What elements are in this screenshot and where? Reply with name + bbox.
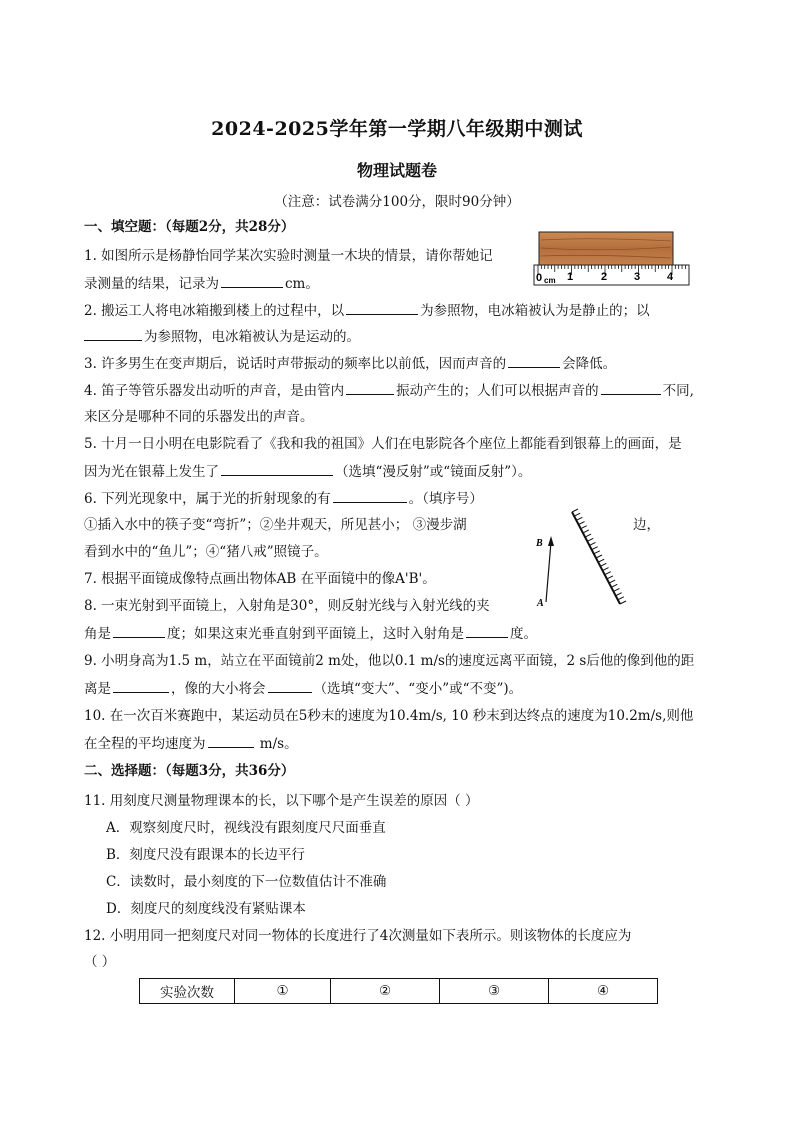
q8-line2 bbox=[84, 623, 537, 644]
q1-text-post: cm。 bbox=[285, 276, 319, 292]
table-header-cell: 实验次数 bbox=[140, 979, 235, 1004]
q3-text-post: 会降低。 bbox=[562, 356, 617, 372]
ruler-label-0: 0 bbox=[536, 272, 543, 284]
q1-line1: 1. 如图所示是杨静怡同学某次实验时测量一木块的情景，请你帮她记 bbox=[84, 248, 493, 264]
q3-text-pre: 3. 许多男生在变声期后，说话时声带振动的频率比以前低，因而声音的 bbox=[84, 356, 507, 372]
mirror-hatch-line bbox=[613, 588, 619, 591]
table-header-cell: ② bbox=[331, 979, 440, 1004]
q5-line1: 5. 十月一日小明在电影院看了《我和我的祖国》人们在电影院各个座位上都能看到银幕上的画面，是 bbox=[84, 436, 682, 452]
q10-line2 bbox=[84, 733, 298, 754]
mirror-hatch-line bbox=[583, 530, 589, 533]
q4-line1 bbox=[84, 380, 694, 401]
q9-line1: 9. 小明身高为1.5 m，站立在平面镜前2 m处，他以0.1 m/s的速度远离平面镜，2 s后他的像到他的距 bbox=[84, 653, 695, 669]
mirror-hatch-line bbox=[594, 551, 600, 554]
mirror-figure bbox=[532, 508, 632, 610]
mirror-hatch-line bbox=[585, 534, 591, 537]
q11-option-a[interactable]: A．观察刻度尺时，视线没有跟刻度尺尺面垂直 bbox=[106, 820, 386, 836]
q8-line1: 8. 一束光射到平面镜上，入射角是30°，则反射光线与入射光线的夹 bbox=[84, 598, 490, 614]
ruler-label-1: 1 bbox=[567, 271, 574, 283]
mirror-hatch-line bbox=[574, 513, 580, 516]
mirror-hatch-line bbox=[609, 580, 615, 583]
exam-subtitle: 物理试题卷 bbox=[356, 161, 437, 180]
q6-text-post: 。（填序号） bbox=[408, 491, 483, 507]
mirror-hatch-line bbox=[596, 555, 602, 558]
q3-answer-blank[interactable] bbox=[508, 353, 560, 368]
q4-answer-blank-2[interactable] bbox=[601, 380, 661, 395]
q10-text-post: m/s。 bbox=[259, 736, 298, 752]
mirror-hatch-line bbox=[572, 509, 578, 512]
mirror-hatch-line bbox=[581, 526, 587, 529]
q6-text-pre: 6. 下列光现象中，属于光的折射现象的有 bbox=[84, 491, 331, 507]
q12-stem-line2: （ ） bbox=[84, 954, 116, 970]
q4-line2: 来区分是哪种不同的乐器发出的声音。 bbox=[84, 409, 314, 425]
table-header-cell: ③ bbox=[440, 979, 549, 1004]
ruler-label-4: 4 bbox=[667, 271, 674, 283]
mirror-hatch-line bbox=[618, 597, 624, 600]
object-ab-arrow bbox=[546, 542, 551, 602]
mirror-hatch-line bbox=[592, 547, 598, 550]
ruler-label-3: 3 bbox=[634, 271, 641, 283]
mirror-hatch-line bbox=[600, 563, 606, 566]
q9-line2 bbox=[84, 678, 522, 699]
q1-text-pre: 录测量的结果，记录为 bbox=[84, 276, 219, 292]
table-header-cell: ④ bbox=[549, 979, 658, 1004]
table-row bbox=[140, 979, 658, 1004]
mirror-hatch-line bbox=[598, 559, 604, 562]
object-arrowhead bbox=[548, 536, 554, 546]
q8-text-post: 度。 bbox=[510, 626, 537, 642]
q2-line1 bbox=[84, 300, 650, 321]
q9-text-mid: ，像的大小将会 bbox=[171, 681, 266, 697]
ruler-figure bbox=[533, 228, 693, 288]
q11-option-c[interactable]: C．读数时，最小刻度的下一位数值估计不准确 bbox=[106, 874, 387, 890]
q11-option-b[interactable]: B．刻度尺没有跟课本的长边平行 bbox=[106, 847, 305, 863]
mirror-hatch-line bbox=[611, 584, 617, 587]
q2-text-post2: 为参照物，电冰箱被认为是运动的。 bbox=[144, 329, 360, 345]
q4-text-post: 不同, bbox=[662, 383, 694, 399]
q5-line2 bbox=[84, 461, 531, 482]
q8-answer-blank-2[interactable] bbox=[466, 623, 508, 638]
q5-answer-blank[interactable] bbox=[221, 461, 333, 476]
mirror-hatch-line bbox=[603, 568, 609, 571]
table-header-cell: ① bbox=[235, 979, 331, 1004]
q11-option-d[interactable]: D．刻度尺的刻度线没有紧贴课本 bbox=[106, 901, 306, 917]
q4-answer-blank-1[interactable] bbox=[346, 380, 394, 395]
q1-line2 bbox=[84, 273, 319, 294]
q6-line3: 看到水中的“鱼儿”；④“猪八戒”照镜子。 bbox=[84, 544, 328, 560]
mirror-hatch-line bbox=[605, 572, 611, 575]
label-b: B bbox=[536, 538, 543, 549]
q7-line: 7. 根据平面镜成像特点画出物体AB 在平面镜中的像A'B'。 bbox=[84, 571, 436, 587]
q10-line1: 10. 在一次百米赛跑中，某运动员在5秒末的速度为10.4m/s, 10 秒末到达终点的速度为10.2m/s,则他 bbox=[84, 708, 694, 724]
q3-line bbox=[84, 353, 616, 374]
q9-text-pre: 离是 bbox=[84, 681, 111, 697]
mirror-hatch-line bbox=[576, 517, 582, 520]
label-a: A bbox=[537, 598, 544, 609]
ruler-label-cm: cm bbox=[544, 276, 556, 285]
exam-title: 2024-2025学年第一学期八年级期中测试 bbox=[211, 118, 583, 140]
q10-text-pre: 在全程的平均速度为 bbox=[84, 736, 206, 752]
measurement-table bbox=[139, 978, 658, 1004]
q2-answer-blank-1[interactable] bbox=[346, 300, 418, 315]
mirror-hatch-line bbox=[589, 542, 595, 545]
q2-text-post: 为参照物，电冰箱被认为是静止的；以 bbox=[420, 303, 650, 319]
q6-answer-blank[interactable] bbox=[333, 488, 407, 503]
q10-answer-blank[interactable] bbox=[208, 733, 254, 748]
q8-answer-blank-1[interactable] bbox=[113, 623, 165, 638]
mirror-hatching bbox=[572, 509, 626, 604]
ruler-label-2: 2 bbox=[601, 271, 608, 283]
mirror-hatch-line bbox=[587, 538, 593, 541]
q6-line2-left: ①插入水中的筷子变“弯折”；②坐井观天，所见甚小； ③漫步湖 bbox=[84, 517, 467, 533]
mirror-hatch-line bbox=[620, 601, 626, 604]
q2-text-pre: 2. 搬运工人将电冰箱搬到楼上的过程中，以 bbox=[84, 303, 345, 319]
q6-line1 bbox=[84, 488, 483, 509]
q12-stem-line1: 12. 小明用同一把刻度尺对同一物体的长度进行了4次测量如下表所示。则该物体的长度应为 bbox=[84, 928, 632, 944]
q9-answer-blank-2[interactable] bbox=[268, 678, 312, 693]
section2-heading: 二、选择题：（每题3分，共36分） bbox=[84, 763, 295, 779]
q9-text-post: （选填“变大”、“变小”或“不变”)。 bbox=[313, 681, 523, 697]
q11-stem: 11. 用刻度尺测量物理课本的长，以下哪个是产生误差的原因（ ） bbox=[84, 793, 479, 809]
exam-note: （注意：试卷满分100分，限时90分钟） bbox=[274, 194, 520, 210]
mirror-hatch-line bbox=[607, 576, 613, 579]
section1-heading: 一、填空题：（每题2分，共28分） bbox=[84, 219, 295, 235]
q8-text-pre: 角是 bbox=[84, 626, 111, 642]
q2-answer-blank-2[interactable] bbox=[84, 326, 142, 341]
q9-answer-blank-1[interactable] bbox=[113, 678, 169, 693]
q6-line2-right: 边， bbox=[633, 517, 660, 533]
q8-text-mid: 度；如果这束光垂直射到平面镜上，这时入射角是 bbox=[167, 626, 464, 642]
q4-text-mid: 振动产生的；人们可以根据声音的 bbox=[396, 383, 599, 399]
q1-answer-blank[interactable] bbox=[221, 273, 283, 288]
mirror-hatch-line bbox=[616, 593, 622, 596]
q4-text-pre: 4. 笛子等管乐器发出动听的声音，是由管内 bbox=[84, 383, 345, 399]
q5-text-post: （选填“漫反射”或“镜面反射”）。 bbox=[335, 464, 532, 480]
mirror-hatch-line bbox=[579, 522, 585, 525]
q5-text-pre: 因为光在银幕上发生了 bbox=[84, 464, 219, 480]
q2-line2 bbox=[84, 326, 360, 347]
